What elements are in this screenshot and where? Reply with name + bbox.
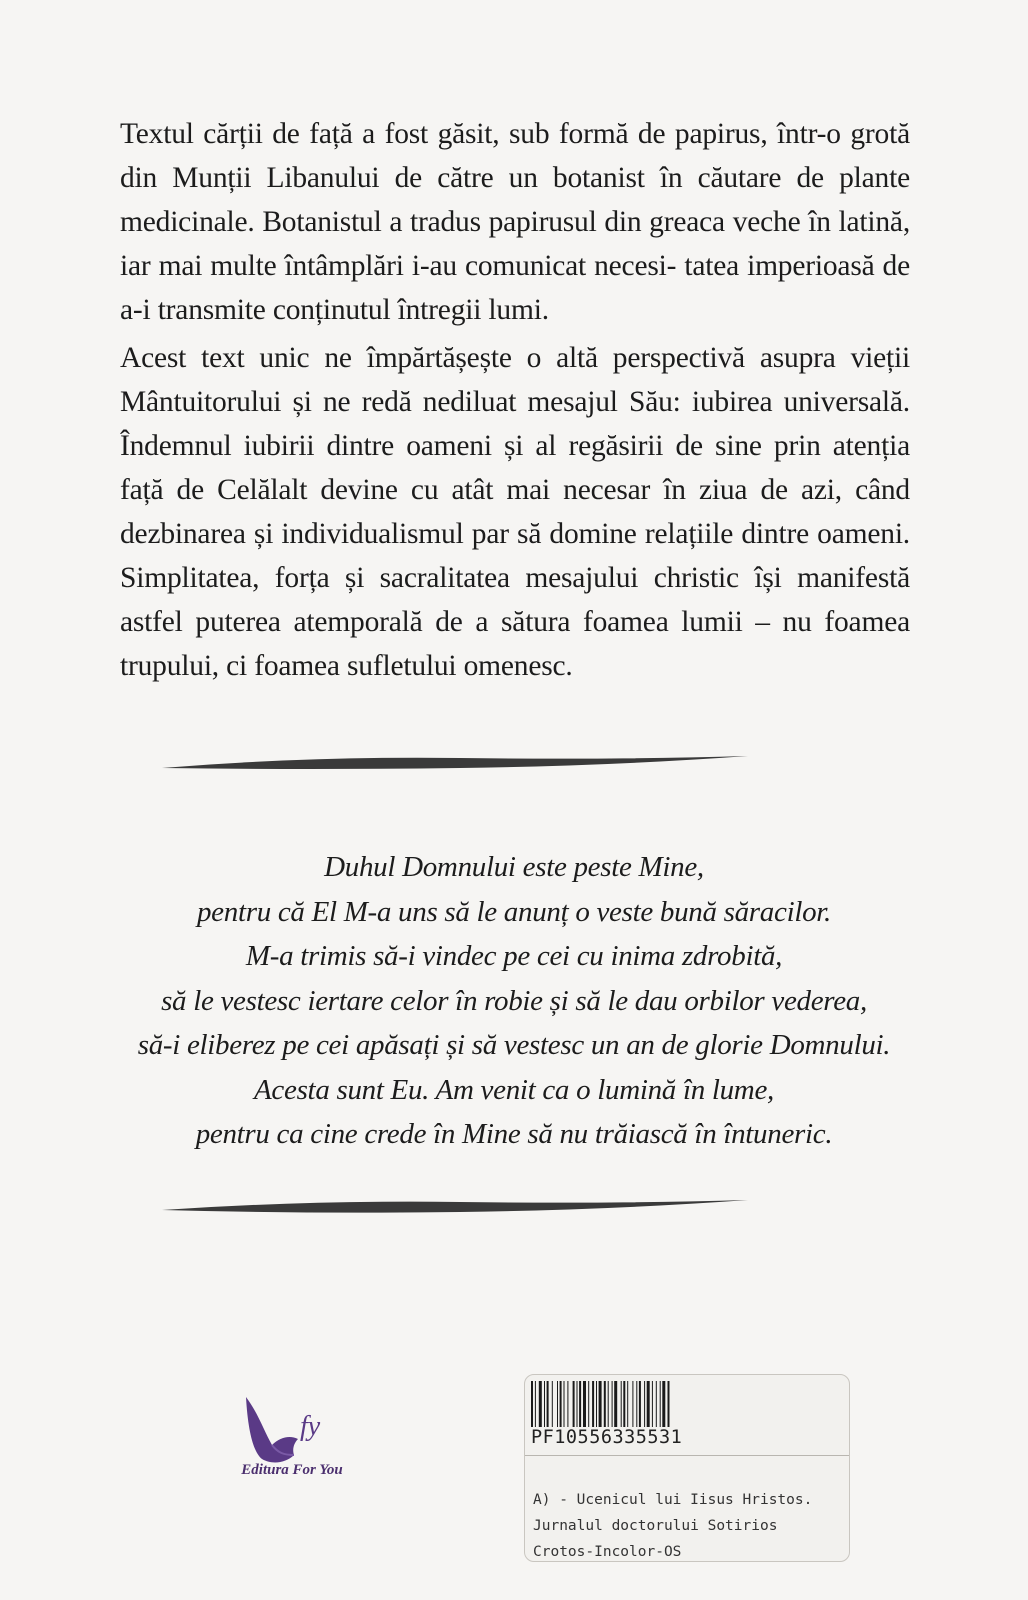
quote-line: pentru ca cine crede în Mine să nu trăiască în întuneric. xyxy=(195,1118,833,1150)
barcode-bar xyxy=(639,1381,641,1427)
logo-initials: fy xyxy=(300,1411,321,1442)
publisher-name: Editura For You xyxy=(241,1462,343,1478)
barcode-bar xyxy=(577,1381,578,1427)
barcode-bar xyxy=(662,1381,665,1427)
sticker-label xyxy=(533,1487,843,1565)
barcode-bar xyxy=(579,1381,581,1427)
barcode-bar xyxy=(621,1381,622,1427)
barcode-bar xyxy=(644,1381,645,1427)
barcode-bar xyxy=(599,1381,602,1427)
quote-line: Acesta sunt Eu. Am venit ca o lumină în lume, xyxy=(254,1073,774,1106)
barcode-bar xyxy=(544,1381,545,1427)
barcode-bar xyxy=(588,1381,589,1427)
quote-line: Duhul Domnului este peste Mine, xyxy=(324,851,704,883)
sticker-label-line: Crotos-Incolor-OS xyxy=(533,1544,682,1560)
blurb-p2-line: Acest text unic ne împărtășește o altă perspectivă asupra xyxy=(120,342,836,374)
barcode-bar xyxy=(652,1381,653,1427)
blurb-text xyxy=(120,112,910,688)
blurb-p1-line: tatea imperioasă de a-i transmite conținutul întregii lumi. xyxy=(120,250,911,326)
barcode-bar xyxy=(612,1381,613,1427)
blurb-p2-line: relațiile dintre oameni. Simplitatea, forța și sacralitatea mesajului xyxy=(120,518,910,594)
quote-line: M-a trimis să-i vindec pe cei cu inima zdrobită, xyxy=(245,940,783,972)
barcode-bar xyxy=(539,1381,542,1427)
blurb-p1-line: plante medicinale. Botanistul a tradus papirusul din greaca xyxy=(120,162,910,238)
blurb-paragraph-2 xyxy=(120,336,910,688)
barcode-icon xyxy=(529,1381,719,1427)
barcode-bar xyxy=(596,1381,597,1427)
barcode-bar xyxy=(531,1381,533,1427)
blurb-p2-line: universală. Îndemnul iubirii dintre oameni și al regăsirii de xyxy=(120,386,910,462)
barcode-bar xyxy=(608,1381,609,1427)
barcode-bar xyxy=(583,1381,586,1427)
barcode-bar xyxy=(557,1381,558,1427)
barcode-bar xyxy=(552,1381,553,1427)
quote-line: să le vestesc iertare celor în robie și să le dau orbilor vederea, xyxy=(161,984,867,1017)
blurb-p1-line: veche în latină, iar mai multe întâmplări i-au comunicat necesi- xyxy=(120,206,910,282)
quote-line: pentru că El M-a uns să le anunț o veste bună săracilor. xyxy=(196,895,831,928)
barcode-number: PF10556335531 xyxy=(531,1427,683,1448)
barcode-bar xyxy=(647,1381,650,1427)
scripture-quote xyxy=(80,845,948,1157)
blurb-p2-line: sine prin atenția față de Celălalt devine cu atât mai necesar în xyxy=(120,430,910,506)
sticker-label-line: Jurnalul doctorului Sotirios xyxy=(533,1518,778,1534)
blurb-paragraph-1 xyxy=(120,112,910,332)
blurb-p2-line: foamea lumii – nu foamea trupului, ci foamea sufletului omenesc. xyxy=(120,606,910,682)
barcode-bar xyxy=(560,1381,562,1427)
price-barcode-sticker xyxy=(524,1374,850,1562)
barcode-bar xyxy=(660,1381,661,1427)
blurb-p2-line: ziua de azi, când dezbinarea și individualismul par să domine xyxy=(120,474,910,550)
barcode-bar xyxy=(614,1381,617,1427)
blurb-p2-line: vieții Mântuitorului și ne redă nediluat mesajul Său: iubirea xyxy=(120,342,910,418)
blurb-p1-line: grotă din Munții Libanului de către un botanist în căutare de xyxy=(120,118,910,194)
barcode-bar xyxy=(564,1381,565,1427)
barcode-bar xyxy=(632,1381,633,1427)
barcode-bar xyxy=(627,1381,628,1427)
barcode-bar xyxy=(573,1381,575,1427)
barcode-bar xyxy=(547,1381,549,1427)
sticker-divider xyxy=(525,1455,849,1456)
sticker-label-line: A) - Ucenicul lui Iisus Hristos. xyxy=(533,1492,813,1508)
barcode-bar xyxy=(604,1381,606,1427)
barcode-bar xyxy=(668,1381,670,1427)
barcode-bar xyxy=(623,1381,625,1427)
barcode-bar xyxy=(567,1381,568,1427)
ornamental-divider-top xyxy=(160,752,750,776)
barcode-bar xyxy=(535,1381,536,1427)
barcode-bar xyxy=(592,1381,594,1427)
quote-line: să-i eliberez pe cei apăsați și să vestesc un an de glorie Domnului. xyxy=(137,1029,891,1061)
blurb-p2-line: christic își manifestă astfel puterea atemporală de a sătura xyxy=(120,562,910,638)
barcode-bar xyxy=(636,1381,637,1427)
ornamental-divider-bottom xyxy=(160,1196,750,1220)
barcode-bar xyxy=(656,1381,657,1427)
blurb-p1-line: Textul cărții de față a fost găsit, sub formă de papirus, într-o xyxy=(120,118,841,150)
